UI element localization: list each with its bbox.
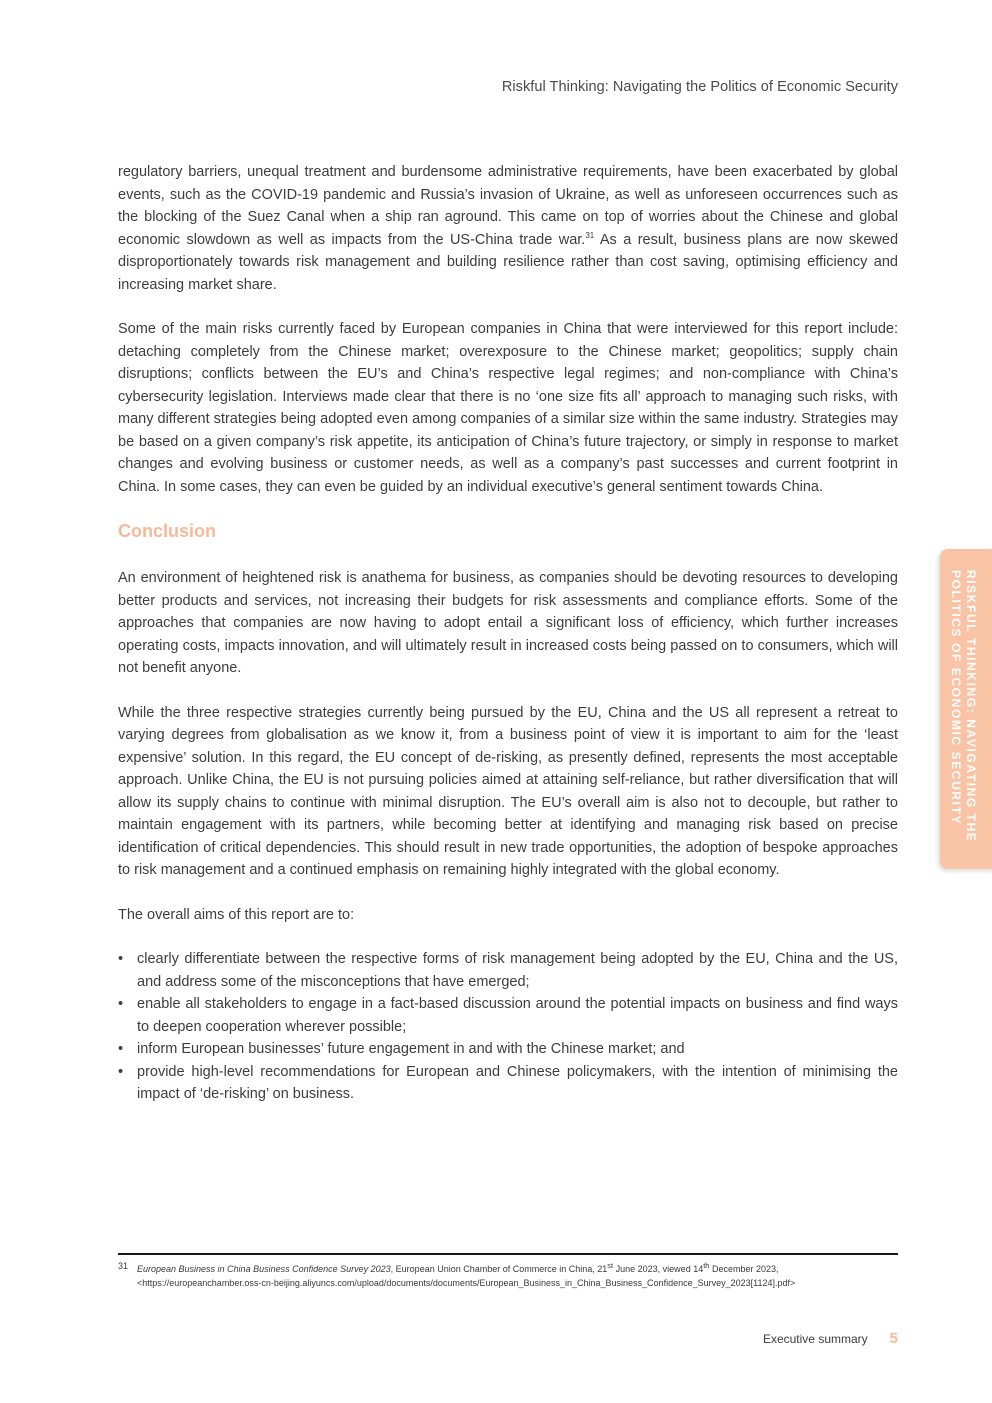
footnote xyxy=(118,1259,898,1290)
footnote-text-b: June 2023, viewed 14 xyxy=(613,1264,704,1274)
list-item-text: provide high-level recommendations for European and Chinese policymakers, with the intention of minimising the impact of ‘de-risking’ on business. xyxy=(137,1063,898,1102)
footnote-body xyxy=(118,1259,898,1290)
footnote-source-title: European Business in China Business Confidence Survey 2023 xyxy=(137,1264,391,1274)
page-footer xyxy=(763,1330,898,1347)
paragraph-5: The overall aims of this report are to: xyxy=(118,906,355,923)
footnote-reference[interactable]: 31 xyxy=(585,230,595,240)
list-item-text: inform European businesses’ future engagement in and with the Chinese market; and xyxy=(137,1041,685,1057)
footnote-number: 31 xyxy=(118,1261,129,1271)
bullet-icon: • xyxy=(118,1063,124,1080)
list-item-text: enable all stakeholders to engage in a fact-based discussion around the potential impacts on business and find ways to deepen cooperation wherever possible; xyxy=(137,996,898,1035)
section-heading-conclusion: Conclusion xyxy=(118,521,216,541)
paragraph-1 xyxy=(118,161,898,296)
page-number: 5 xyxy=(889,1330,898,1347)
paragraph-1-text: regulatory barriers, unequal treatment and burdensome administrative requirements, have been exacerbated by global events, such as the COVID-19 pandemic and Russia’s invasion of Ukraine, as well as unforeseen occurrences such as the blocking of the Suez Canal when a ship ran aground. This came on top of worries about the Chinese and global economic slowdown as well as impacts from the US-China trade war. xyxy=(118,164,898,248)
paragraph-4: While the three respective strategies currently being pursued by the EU, China and the US all represent a retreat to varying degrees from globalisation as we know it, from a business point of view it is important to aim for the ‘least expensive’ solution. In this regard, the EU concept of de-risking, as presently defined, represents the most acceptable approach. Unlike China, the EU is not pursuing policies aimed at attaining self-reliance, but rather diversification that will allow its supply chains to continue with minimal disruption. The EU’s overall aim is also not to decouple, but rather to maintain engagement with its partners, while becoming better at identifying and managing risk based on precise identification of critical dependencies. This should result in new trade opportunities, the adoption of bespoke approaches to risk management and a continued emphasis on remaining highly integrated with the global economy. xyxy=(118,704,898,878)
bullet-icon: • xyxy=(118,951,124,967)
footnote-divider xyxy=(118,1253,898,1255)
main-content xyxy=(118,161,898,1106)
bullet-icon: • xyxy=(118,996,124,1012)
footnote-ordinal-a: st xyxy=(607,1261,614,1270)
list-item-text: clearly differentiate between the respective forms of risk management being adopted by the EU, China and the US, and address some of the misconceptions that have emerged; xyxy=(137,951,898,990)
aims-list xyxy=(118,948,898,1106)
running-header: Riskful Thinking: Navigating the Politics of Economic Security xyxy=(501,79,898,95)
side-tab-label: RISKFUL THINKING: NAVIGATING THE POLITICS OF ECONOMIC SECURITY xyxy=(949,570,978,843)
list-item xyxy=(118,993,898,1038)
footnote-ordinal-b: th xyxy=(703,1261,710,1270)
paragraph-2: Some of the main risks currently faced by European companies in China that were interviewed for this report include: detaching completely from the Chinese market; overexposure to the Chinese market; geopolitics; supply chain disruptions; conflicts between the EU’s and China’s respective legal regimes; and non-compliance with China’s cybersecurity legislation. Interviews made clear that there is no ‘one size fits all’ approach to managing such risks, with many different strategies being adopted even among companies of a similar size within the same industry. Strategies may be based on a given company’s risk appetite, its anticipation of China’s future trajectory, or simply in response to market changes and evolving business or customer needs, as well as a company’s past successes and current footprint in China. In some cases, they can even be guided by an individual executive’s general sentiment towards China. xyxy=(118,321,898,495)
paragraph-1-text-continued: As a result, business plans are now skewed disproportionately towards risk management and building resilience rather than cost saving, optimising efficiency and increasing market share. xyxy=(118,231,899,293)
list-item xyxy=(118,1038,898,1061)
footnote-text-a: , European Union Chamber of Commerce in China, 21 xyxy=(390,1264,608,1274)
footnote-link-text[interactable]: December 2023, <https://europeanchamber.oss-cn-beijing.aliyuncs.com/upload/documents/documents/European_Business_in_China_Business_Confidence_Survey_2023[1124].pdf> xyxy=(137,1264,796,1288)
bullet-icon: • xyxy=(118,1041,124,1057)
list-item xyxy=(118,1061,898,1106)
footer-section-label: Executive summary xyxy=(762,1332,868,1346)
list-item xyxy=(118,948,898,993)
paragraph-3: An environment of heightened risk is anathema for business, as companies should be devoting resources to developing better products and services, not increasing their budgets for risk assessments and compliance efforts. Some of the approaches that companies are now having to adopt entail a significant loss of efficiency, which further increases operating costs, impacts innovation, and will ultimately result in increased costs being passed on to consumers, which will not benefit anyone. xyxy=(118,570,898,676)
